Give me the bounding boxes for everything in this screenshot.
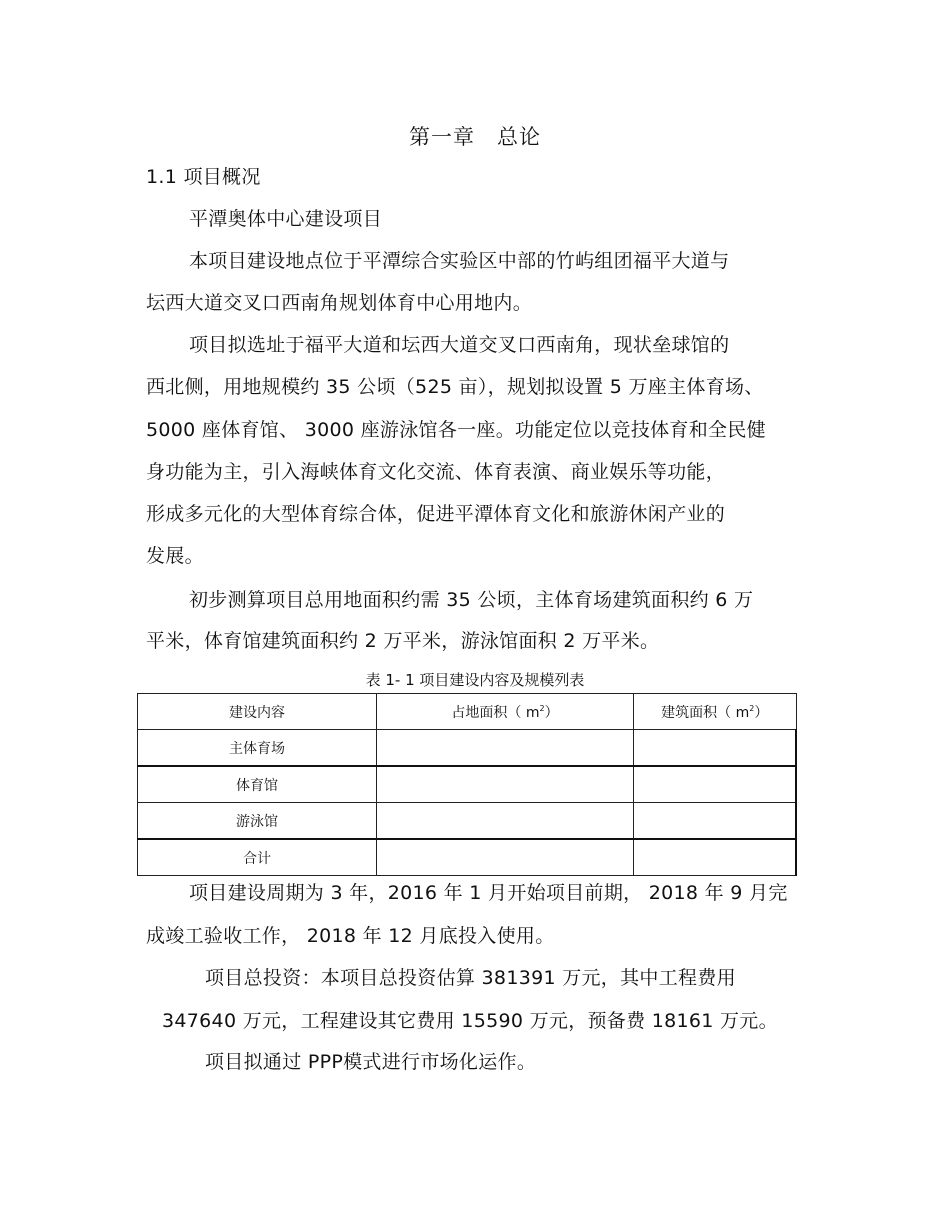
site-line-6: 发展。 [146,545,204,567]
table-row [138,839,797,876]
site-line-5: 形成多元化的大型体育综合体，促进平潭体育文化和旅游休闲产业的 [146,503,726,525]
project-name: 平潭奥体中心建设项目 [189,208,383,230]
construction-scale-table [137,693,797,876]
row-land-area [377,803,634,840]
estimate-line-2: 平米，体育馆建筑面积约 2 万平米，游泳馆面积 2 万平米。 [146,630,660,652]
estimate-line-1: 初步测算项目总用地面积约需 35 公顷，主体育场建筑面积约 6 万 [189,589,754,611]
row-building-area [634,803,797,840]
investment-line-1: 项目总投资：本项目总投资估算 381391 万元，其中工程费用 [205,967,736,989]
ppp-line: 项目拟通过 PPP模式进行市场化运作。 [205,1051,537,1073]
row-label: 体育馆 [138,766,377,803]
header-building-area: 建筑面积（ $m^2$） [634,694,797,730]
table-row [138,766,797,803]
period-line-1: 项目建设周期为 3 年，2016 年 1 月开始项目前期， 2018 年 9 月完 [189,882,788,904]
row-building-area [634,730,797,767]
row-building-area [634,766,797,803]
row-building-area [634,839,797,876]
row-land-area [377,766,634,803]
table-row [138,803,797,840]
section-heading: 1.1 项目概况 [146,166,261,188]
chapter-title: 第一章 总论 [409,125,541,149]
period-line-2: 成竣工验收工作， 2018 年 12 月底投入使用。 [146,925,555,947]
row-label: 主体育场 [138,730,377,767]
site-line-1: 项目拟选址于福平大道和坛西大道交叉口西南角，现状垒球馆的 [189,334,730,356]
site-line-4: 身功能为主，引入海峡体育文化交流、体育表演、商业娱乐等功能， [146,461,726,483]
location-line-2: 坛西大道交叉口西南角规划体育中心用地内。 [146,292,533,314]
site-line-2: 西北侧，用地规模约 35 公顷（525 亩），规划拟设置 5 万座主体育场、 [146,376,764,398]
table-caption: 表 1- 1 项目建设内容及规模列表 [365,671,585,689]
site-line-3: 5000 座体育馆、 3000 座游泳馆各一座。功能定位以竞技体育和全民健 [146,419,766,441]
table-row [138,730,797,767]
table-header-row [138,694,797,730]
row-label: 游泳馆 [138,803,377,840]
header-content: 建设内容 [138,694,377,730]
row-land-area [377,730,634,767]
row-land-area [377,839,634,876]
investment-line-2: 347640 万元，工程建设其它费用 15590 万元，预备费 18161 万元。 [162,1010,778,1032]
row-label: 合计 [138,839,377,876]
location-line-1: 本项目建设地点位于平潭综合实验区中部的竹屿组团福平大道与 [189,250,730,272]
header-land-area: 占地面积（ $m^2$） [377,694,634,730]
